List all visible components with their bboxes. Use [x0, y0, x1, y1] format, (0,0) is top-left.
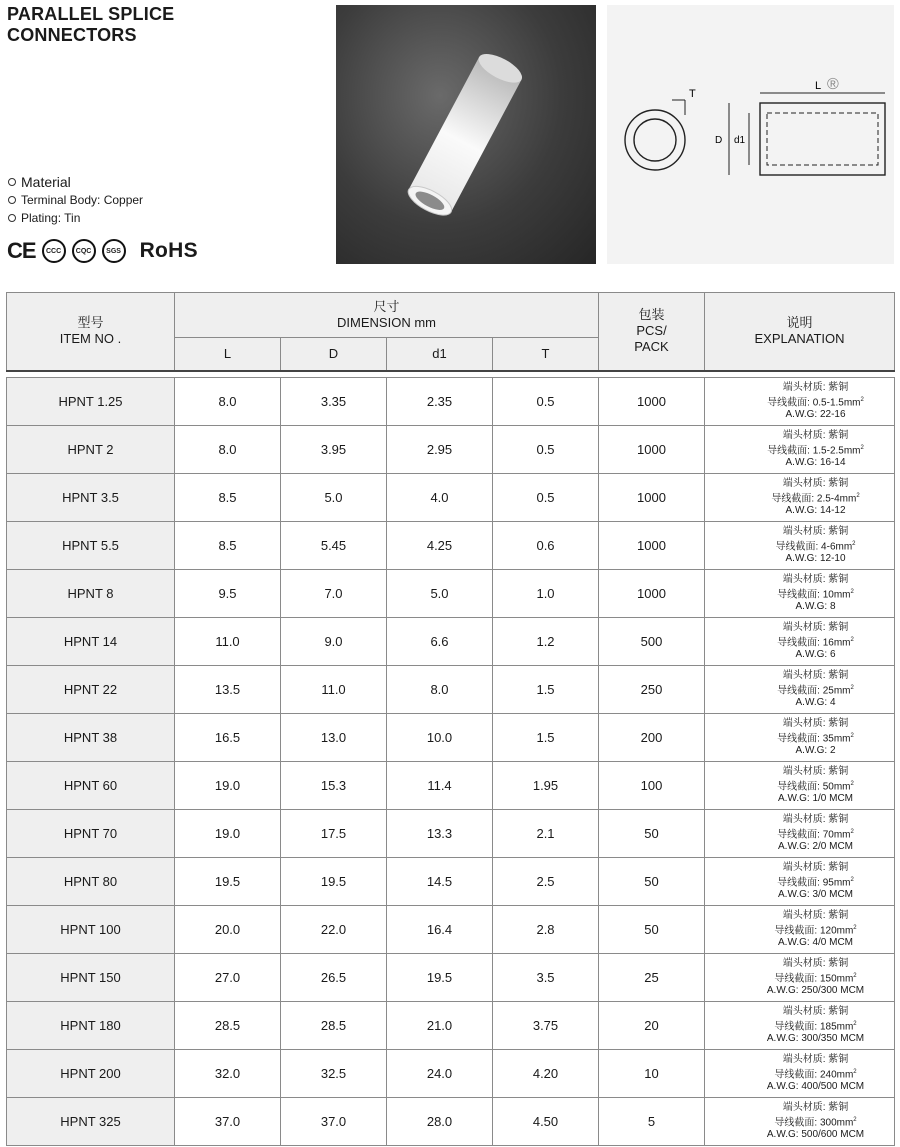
cell-d1: 4.0 [387, 474, 493, 522]
cell-pack: 1000 [599, 570, 705, 618]
page-title [7, 4, 174, 46]
superscript-2: 2 [850, 780, 854, 787]
header-l: L [175, 338, 281, 371]
cell-item: HPNT 8 [7, 570, 175, 618]
explanation-section: 导线截面: $2.5-4mm^2$ [771, 492, 860, 505]
table-row [7, 906, 895, 954]
splice-connector-photo [336, 5, 596, 264]
cell-t: 4.50 [493, 1098, 599, 1146]
cell-t: 0.5 [493, 378, 599, 426]
superscript-2: 2 [853, 1068, 857, 1075]
side-view-outer [760, 103, 885, 175]
cell-t: 4.20 [493, 1050, 599, 1098]
cell-d1: 2.35 [387, 378, 493, 426]
cell-pack: 5 [599, 1098, 705, 1146]
cell-l: 13.5 [175, 666, 281, 714]
superscript-2: 2 [853, 1020, 857, 1027]
cell-d: 3.35 [281, 378, 387, 426]
bullet-icon [8, 178, 16, 186]
table-row [7, 714, 895, 762]
table-row [7, 618, 895, 666]
cell-item: HPNT 14 [7, 618, 175, 666]
superscript-2: 2 [853, 924, 857, 931]
cell-d1: 21.0 [387, 1002, 493, 1050]
cell-explanation [705, 1002, 895, 1050]
superscript-2: 2 [850, 828, 854, 835]
explanation-section: 导线截面: $0.5-1.5mm^2$ [767, 396, 864, 409]
material-item [8, 209, 143, 227]
superscript-2: 2 [853, 1116, 857, 1123]
cell-d1: 8.0 [387, 666, 493, 714]
cell-explanation [705, 666, 895, 714]
cell-explanation [705, 954, 895, 1002]
cell-t: 3.75 [493, 1002, 599, 1050]
cell-item: HPNT 100 [7, 906, 175, 954]
cell-d: 13.0 [281, 714, 387, 762]
dimension-diagram [607, 5, 894, 264]
cell-pack: 25 [599, 954, 705, 1002]
explanation-section: 导线截面: $70mm^2$ [777, 828, 854, 841]
l-label: L [815, 80, 822, 92]
cell-l: 16.5 [175, 714, 281, 762]
explanation-awg: A.W.G: 500/600 MCM [766, 1129, 865, 1141]
cell-explanation [705, 906, 895, 954]
cell-explanation [705, 522, 895, 570]
cell-t: 1.95 [493, 762, 599, 810]
cell-t: 0.5 [493, 474, 599, 522]
explanation-material: 端头材质: 紫铜 [782, 813, 849, 825]
explanation-awg: A.W.G: 2/0 MCM [778, 841, 854, 853]
explanation-awg: A.W.G: 6 [795, 649, 836, 661]
cell-d1: 5.0 [387, 570, 493, 618]
superscript-2: 2 [850, 876, 854, 883]
explanation-awg: A.W.G: 4 [795, 697, 836, 709]
cell-explanation [705, 474, 895, 522]
cell-item: HPNT 325 [7, 1098, 175, 1146]
explanation-section: 导线截面: $35mm^2$ [777, 732, 854, 745]
cell-d: 7.0 [281, 570, 387, 618]
explanation-material: 端头材质: 紫铜 [782, 957, 849, 969]
superscript-2: 2 [860, 444, 864, 451]
table-row [7, 522, 895, 570]
explanation-section: 导线截面: $300mm^2$ [774, 1116, 857, 1129]
bullet-icon [8, 196, 16, 204]
table-row [7, 474, 895, 522]
cell-t: 1.0 [493, 570, 599, 618]
cell-explanation [705, 378, 895, 426]
cell-pack: 100 [599, 762, 705, 810]
cell-d: 37.0 [281, 1098, 387, 1146]
cell-t: 2.1 [493, 810, 599, 858]
cell-item: HPNT 200 [7, 1050, 175, 1098]
cell-d1: 24.0 [387, 1050, 493, 1098]
cell-item: HPNT 80 [7, 858, 175, 906]
explanation-section: 导线截面: $95mm^2$ [777, 876, 854, 889]
explanation-section: 导线截面: $16mm^2$ [777, 636, 854, 649]
explanation-material: 端头材质: 紫铜 [782, 1005, 849, 1017]
header-pack-cn: 包装 [638, 307, 665, 323]
cell-l: 19.0 [175, 762, 281, 810]
superscript-2: 2 [856, 492, 860, 499]
cell-pack: 1000 [599, 522, 705, 570]
technical-drawing [607, 5, 894, 264]
explanation-section: 导线截面: $185mm^2$ [774, 1020, 857, 1033]
cell-t: 0.6 [493, 522, 599, 570]
table-row [7, 1050, 895, 1098]
cell-l: 9.5 [175, 570, 281, 618]
cell-d: 15.3 [281, 762, 387, 810]
cell-l: 19.5 [175, 858, 281, 906]
explanation-section: 导线截面: $25mm^2$ [777, 684, 854, 697]
d1-label: d1 [734, 135, 746, 146]
explanation-material: 端头材质: 紫铜 [782, 669, 849, 681]
cell-pack: 1000 [599, 474, 705, 522]
cell-d: 17.5 [281, 810, 387, 858]
explanation-material: 端头材质: 紫铜 [782, 429, 849, 441]
cqc-badge: CQC [72, 239, 96, 263]
header-pack-en2: PACK [634, 339, 669, 355]
material-plating: Plating: Tin [21, 211, 81, 225]
cell-item: HPNT 38 [7, 714, 175, 762]
explanation-material: 端头材质: 紫铜 [782, 381, 849, 393]
header-dimension [175, 293, 599, 338]
cell-explanation [705, 426, 895, 474]
table-row [7, 426, 895, 474]
explanation-material: 端头材质: 紫铜 [782, 477, 849, 489]
header-dimension-cn: 尺寸 [373, 299, 400, 314]
cell-item: HPNT 1.25 [7, 378, 175, 426]
header-d: D [281, 338, 387, 371]
cell-l: 28.5 [175, 1002, 281, 1050]
material-list [8, 173, 143, 227]
explanation-material: 端头材质: 紫铜 [782, 765, 849, 777]
explanation-awg: A.W.G: 16-14 [785, 457, 846, 469]
header-pack [599, 293, 705, 371]
cell-item: HPNT 5.5 [7, 522, 175, 570]
cell-pack: 20 [599, 1002, 705, 1050]
superscript-2: 2 [850, 588, 854, 595]
cell-explanation [705, 618, 895, 666]
cell-pack: 50 [599, 810, 705, 858]
material-body: Terminal Body: Copper [21, 193, 144, 207]
explanation-material: 端头材质: 紫铜 [782, 1053, 849, 1065]
explanation-section: 导线截面: $240mm^2$ [774, 1068, 857, 1081]
explanation-section: 导线截面: $4-6mm^2$ [775, 540, 856, 553]
table-row [7, 762, 895, 810]
explanation-awg: A.W.G: 8 [795, 601, 836, 613]
cell-l: 8.5 [175, 522, 281, 570]
cell-item: HPNT 180 [7, 1002, 175, 1050]
cell-pack: 50 [599, 858, 705, 906]
table-row [7, 666, 895, 714]
cell-d: 22.0 [281, 906, 387, 954]
spec-table-body [7, 371, 895, 1146]
cell-d: 3.95 [281, 426, 387, 474]
cell-l: 19.0 [175, 810, 281, 858]
superscript-2: 2 [853, 972, 857, 979]
cell-pack: 1000 [599, 426, 705, 474]
header-item-en: ITEM NO . [59, 331, 122, 347]
t-label: T [689, 88, 696, 100]
cell-explanation [705, 858, 895, 906]
cell-explanation [705, 714, 895, 762]
explanation-awg: A.W.G: 400/500 MCM [766, 1081, 865, 1093]
cell-d: 11.0 [281, 666, 387, 714]
cell-t: 2.8 [493, 906, 599, 954]
cell-pack: 10 [599, 1050, 705, 1098]
cell-l: 11.0 [175, 618, 281, 666]
cell-t: 3.5 [493, 954, 599, 1002]
cell-l: 32.0 [175, 1050, 281, 1098]
cell-item: HPNT 2 [7, 426, 175, 474]
explanation-awg: A.W.G: 14-12 [785, 505, 846, 517]
header-pack-en1: PCS/ [636, 323, 667, 339]
d-label: D [715, 135, 723, 146]
cell-l: 8.0 [175, 378, 281, 426]
material-heading: Material [21, 174, 71, 190]
inner-circle [634, 119, 676, 161]
cell-l: 8.5 [175, 474, 281, 522]
superscript-2: 2 [850, 732, 854, 739]
header-d1: d1 [387, 338, 493, 371]
registered-mark: ® [827, 76, 839, 93]
ccc-badge: CCC [42, 239, 66, 263]
cell-explanation [705, 570, 895, 618]
cell-l: 37.0 [175, 1098, 281, 1146]
table-row [7, 810, 895, 858]
cell-d1: 14.5 [387, 858, 493, 906]
explanation-material: 端头材质: 紫铜 [782, 717, 849, 729]
explanation-material: 端头材质: 紫铜 [782, 525, 849, 537]
explanation-section: 导线截面: $50mm^2$ [777, 780, 854, 793]
cell-l: 27.0 [175, 954, 281, 1002]
bullet-icon [8, 214, 16, 222]
superscript-2: 2 [850, 684, 854, 691]
cell-d: 26.5 [281, 954, 387, 1002]
header-dimension-en: DIMENSION mm [337, 315, 436, 330]
explanation-awg: A.W.G: 250/300 MCM [766, 985, 865, 997]
explanation-material: 端头材质: 紫铜 [782, 621, 849, 633]
header-explanation-cn: 说明 [786, 315, 813, 331]
cell-explanation [705, 762, 895, 810]
cell-pack: 200 [599, 714, 705, 762]
explanation-awg: A.W.G: 3/0 MCM [778, 889, 854, 901]
cell-d1: 2.95 [387, 426, 493, 474]
material-heading-row [8, 173, 143, 191]
explanation-material: 端头材质: 紫铜 [782, 861, 849, 873]
material-item [8, 191, 143, 209]
spec-table-header [7, 293, 895, 371]
cell-t: 1.2 [493, 618, 599, 666]
header-t: T [493, 338, 599, 371]
header-explanation-en: EXPLANATION [754, 331, 845, 347]
header-item-cn: 型号 [77, 315, 104, 331]
explanation-section: 导线截面: $10mm^2$ [777, 588, 854, 601]
explanation-section: 导线截面: $1.5-2.5mm^2$ [767, 444, 864, 457]
cell-t: 1.5 [493, 714, 599, 762]
cell-d1: 28.0 [387, 1098, 493, 1146]
table-row [7, 378, 895, 426]
cell-explanation [705, 1098, 895, 1146]
superscript-2: 2 [860, 396, 864, 403]
explanation-section: 导线截面: $120mm^2$ [774, 924, 857, 937]
explanation-awg: A.W.G: 1/0 MCM [778, 793, 854, 805]
cell-d: 5.45 [281, 522, 387, 570]
title-line-2: CONNECTORS [7, 25, 137, 45]
table-row [7, 1098, 895, 1146]
product-photo [336, 5, 596, 264]
cell-d: 19.5 [281, 858, 387, 906]
superscript-2: 2 [852, 540, 856, 547]
cell-pack: 500 [599, 618, 705, 666]
cell-d1: 11.4 [387, 762, 493, 810]
sgs-badge: SGS [102, 239, 126, 263]
cell-l: 20.0 [175, 906, 281, 954]
cell-d: 32.5 [281, 1050, 387, 1098]
explanation-awg: A.W.G: 22-16 [785, 409, 846, 421]
cell-d1: 4.25 [387, 522, 493, 570]
cell-d1: 13.3 [387, 810, 493, 858]
cell-t: 1.5 [493, 666, 599, 714]
rohs-mark: RoHS [139, 239, 198, 262]
cell-d: 5.0 [281, 474, 387, 522]
explanation-material: 端头材质: 紫铜 [782, 909, 849, 921]
cell-d: 28.5 [281, 1002, 387, 1050]
explanation-awg: A.W.G: 12-10 [785, 553, 846, 565]
certification-logos [7, 236, 198, 266]
ce-mark: CE [7, 238, 36, 263]
table-row [7, 858, 895, 906]
cell-explanation [705, 810, 895, 858]
superscript-2: 2 [850, 636, 854, 643]
cell-item: HPNT 150 [7, 954, 175, 1002]
cell-d1: 10.0 [387, 714, 493, 762]
explanation-awg: A.W.G: 2 [795, 745, 836, 757]
cell-t: 0.5 [493, 426, 599, 474]
header-item [7, 293, 175, 371]
cell-d1: 16.4 [387, 906, 493, 954]
cell-item: HPNT 22 [7, 666, 175, 714]
side-view-bore [767, 113, 878, 165]
table-row [7, 954, 895, 1002]
table-row [7, 1002, 895, 1050]
explanation-material: 端头材质: 紫铜 [782, 573, 849, 585]
title-line-1: PARALLEL SPLICE [7, 4, 175, 24]
cell-pack: 250 [599, 666, 705, 714]
cell-pack: 1000 [599, 378, 705, 426]
explanation-awg: A.W.G: 300/350 MCM [766, 1033, 865, 1045]
table-row [7, 570, 895, 618]
header-explanation [705, 293, 895, 371]
cell-l: 8.0 [175, 426, 281, 474]
explanation-section: 导线截面: $150mm^2$ [774, 972, 857, 985]
cell-item: HPNT 3.5 [7, 474, 175, 522]
header-gap [7, 371, 895, 378]
spec-table [6, 292, 895, 1146]
cell-d1: 19.5 [387, 954, 493, 1002]
cell-explanation [705, 1050, 895, 1098]
cell-d1: 6.6 [387, 618, 493, 666]
cell-pack: 50 [599, 906, 705, 954]
cell-item: HPNT 60 [7, 762, 175, 810]
cell-t: 2.5 [493, 858, 599, 906]
cell-item: HPNT 70 [7, 810, 175, 858]
cell-d: 9.0 [281, 618, 387, 666]
explanation-awg: A.W.G: 4/0 MCM [778, 937, 854, 949]
explanation-material: 端头材质: 紫铜 [782, 1101, 849, 1113]
